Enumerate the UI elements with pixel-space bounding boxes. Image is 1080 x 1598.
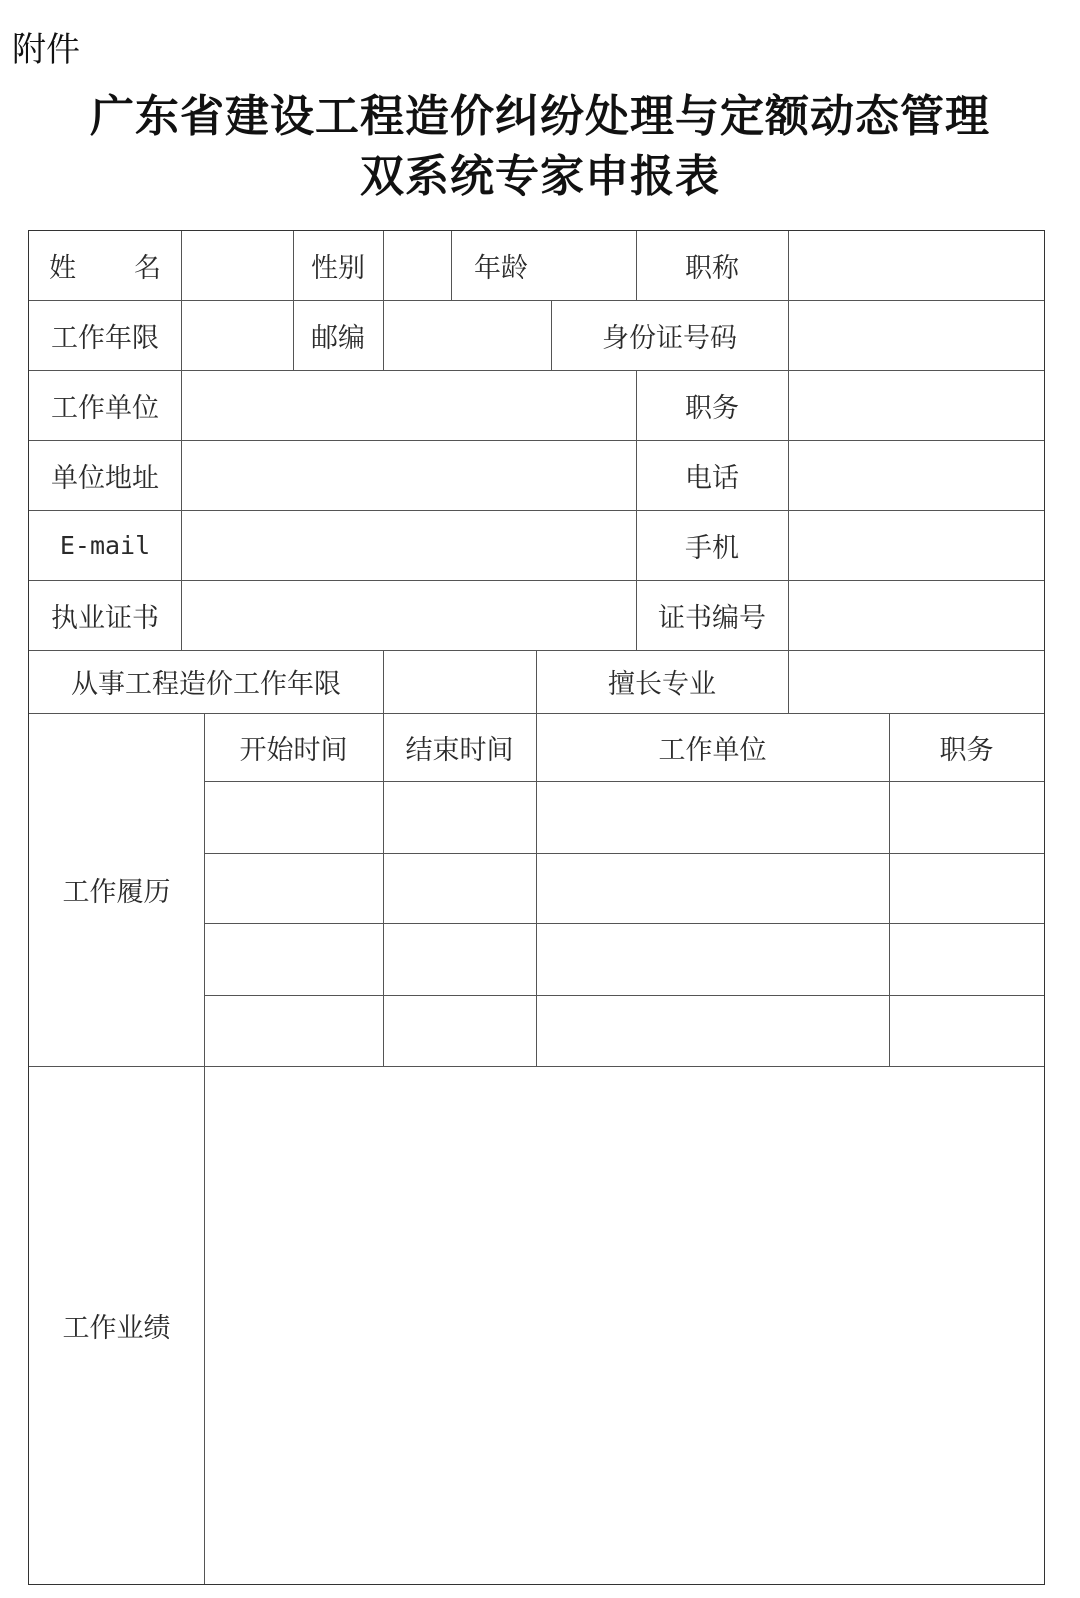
history-column-end-time: 结束时间	[405, 734, 514, 766]
employer-label: 工作单位	[51, 392, 159, 424]
history-column-start-time: 开始时间	[239, 734, 348, 766]
name-label-first-char: 姓	[49, 253, 76, 284]
position-value-field[interactable]	[788, 370, 1044, 440]
age-value-field[interactable]	[551, 231, 636, 300]
employer-address-value-field[interactable]	[181, 440, 636, 510]
gender-label: 性别	[311, 253, 365, 284]
certificate-number-label: 证书编号	[658, 602, 766, 634]
history-row-1[interactable]	[204, 781, 1044, 853]
professional-title-value-field[interactable]	[788, 231, 1044, 300]
attachment-label: 附件	[12, 30, 80, 70]
mobile-label: 手机	[685, 532, 739, 564]
history-column-employer: 工作单位	[658, 734, 767, 766]
phone-value-field[interactable]	[788, 440, 1044, 510]
age-label: 年龄	[474, 253, 528, 284]
mobile-value-field[interactable]	[788, 510, 1044, 580]
postcode-label: 邮编	[311, 322, 365, 354]
id-number-label: 身份证号码	[602, 322, 737, 354]
cost-work-years-value-field[interactable]	[383, 650, 536, 713]
postcode-value-field[interactable]	[383, 300, 551, 370]
id-number-value-field[interactable]	[788, 300, 1044, 370]
professional-title-label: 职称	[685, 253, 739, 284]
name-label	[29, 231, 181, 300]
email-value-field[interactable]	[181, 510, 636, 580]
work-years-label: 工作年限	[51, 322, 159, 354]
practice-certificate-value-field[interactable]	[181, 580, 636, 650]
practice-certificate-label: 执业证书	[51, 602, 159, 634]
specialty-value-field[interactable]	[788, 650, 1044, 713]
email-label: E-mail	[59, 530, 151, 560]
history-row-3[interactable]	[204, 923, 1044, 995]
employer-value-field[interactable]	[181, 370, 636, 440]
history-column-position: 职务	[939, 734, 994, 766]
position-label: 职务	[685, 392, 739, 424]
employer-address-label: 单位地址	[51, 462, 159, 494]
history-row-4[interactable]	[204, 995, 1044, 1066]
gender-value-field[interactable]	[383, 231, 451, 300]
phone-label: 电话	[685, 462, 739, 494]
history-row-2[interactable]	[204, 853, 1044, 923]
form-title-line-1: 广东省建设工程造价纠纷处理与定额动态管理	[90, 91, 990, 142]
work-years-value-field[interactable]	[181, 300, 293, 370]
work-achievements-field[interactable]	[204, 1066, 1044, 1584]
application-form-table	[28, 230, 1045, 1585]
form-title-line-2: 双系统专家申报表	[360, 151, 720, 202]
cost-work-years-label: 从事工程造价工作年限	[71, 669, 341, 700]
name-label-second-char: 名	[134, 253, 161, 284]
work-history-label: 工作履历	[62, 877, 171, 908]
certificate-number-value-field[interactable]	[788, 580, 1044, 650]
name-value-field[interactable]	[181, 231, 293, 300]
work-achievements-label: 工作业绩	[62, 1312, 171, 1344]
specialty-label: 擅长专业	[608, 669, 716, 700]
